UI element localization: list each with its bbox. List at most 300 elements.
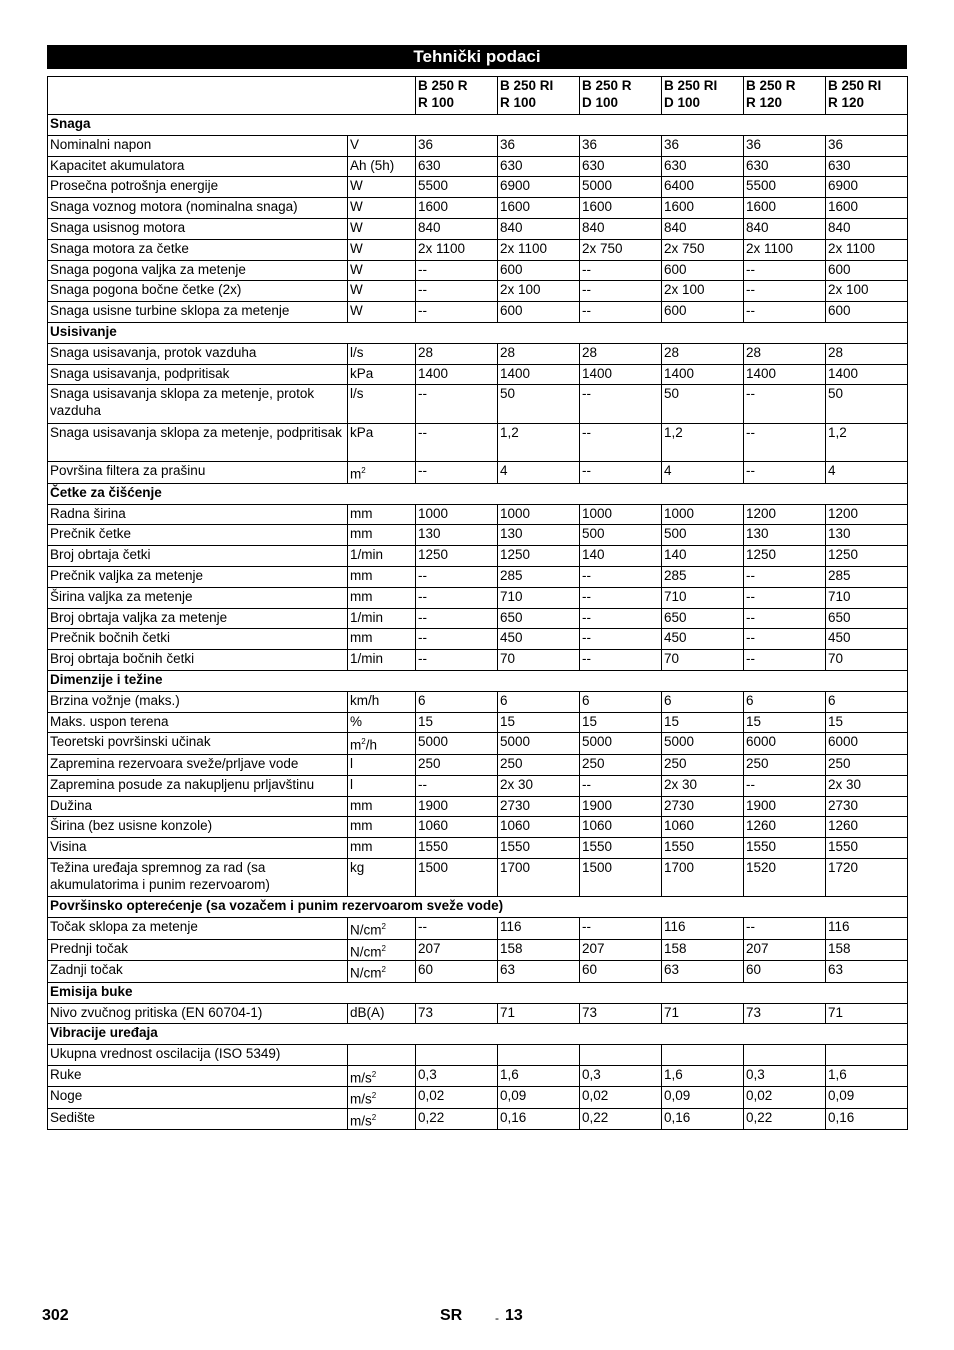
value-cell: 1,6 [662,1065,744,1087]
unit-exponent: 2 [381,922,386,932]
value-cell: 1550 [662,838,744,859]
table-row [48,156,908,177]
value-cell: 1550 [498,838,580,859]
page-number: 302 [42,1307,69,1324]
value-cell: 1260 [744,817,826,838]
value-cell: 1060 [662,817,744,838]
value-cell: 1400 [662,364,744,385]
model-name: B 250 RI [664,78,718,93]
value-cell: 63 [662,961,744,983]
table-row [48,918,908,940]
value-cell: -- [744,587,826,608]
unit: W [350,261,363,277]
section-heading: Četke za čišćenje [48,483,908,504]
value-cell: 73 [580,1003,662,1024]
value-cell: -- [580,629,662,650]
value-cell: 1260 [826,817,908,838]
value-cell: 73 [416,1003,498,1024]
value-cell: 28 [416,343,498,364]
value-cell: 4 [498,462,580,484]
value-cell [662,1045,744,1066]
value-cell: 1200 [744,504,826,525]
unit-cell [348,1003,416,1024]
parameter-label: Noge [48,1087,348,1109]
value-cell: 1,2 [662,423,744,462]
table-row [48,281,908,302]
value-cell: 2x 100 [662,281,744,302]
table-row [48,504,908,525]
model-name: B 250 RI [500,78,554,93]
unit: m [350,737,362,753]
value-cell: 2x 30 [498,775,580,796]
unit: km/h [350,692,380,708]
value-cell: 250 [580,754,662,775]
parameter-label: Snaga usisavanja sklopa za metenje, podpritisak [48,423,348,462]
parameter-label: Prednji točak [48,939,348,961]
value-cell: 1060 [498,817,580,838]
table-row [48,423,908,462]
value-cell: 600 [498,260,580,281]
value-cell: 650 [498,608,580,629]
table-row [48,650,908,671]
unit: W [350,178,363,194]
unit-cell [348,691,416,712]
table-row [48,939,908,961]
value-cell: -- [580,918,662,940]
value-cell: 63 [498,961,580,983]
parameter-label: Snaga usisavanja, protok vazduha [48,343,348,364]
parameter-label: Zapremina posude za nakupljenu prljavštinu [48,775,348,796]
parameter-label: Površina filtera za prašinu [48,462,348,484]
value-cell: 5000 [416,733,498,755]
section-heading: Usisivanje [48,322,908,343]
unit: m/s [350,1113,372,1129]
parameter-label: Kapacitet akumulatora [48,156,348,177]
unit-cell [348,135,416,156]
unit-cell [348,302,416,323]
value-cell: 6 [662,691,744,712]
value-cell: 1600 [580,198,662,219]
table-row [48,567,908,588]
unit-exponent: 2 [371,1069,377,1079]
unit: W [350,219,363,235]
value-cell: 4 [662,462,744,484]
unit-cell [348,567,416,588]
sub-page-number: 13 [505,1307,523,1324]
unit: m/s [350,1091,372,1107]
value-cell: 2730 [498,796,580,817]
value-cell: 116 [498,918,580,940]
value-cell: 60 [416,961,498,983]
value-cell: -- [744,629,826,650]
value-cell: -- [744,608,826,629]
unit: mm [350,818,373,834]
value-cell: 5500 [416,177,498,198]
table-row [48,198,908,219]
value-cell: -- [744,260,826,281]
value-cell: -- [416,260,498,281]
unit-cell [348,1108,416,1130]
value-cell: -- [416,650,498,671]
value-cell: 710 [662,587,744,608]
model-header-cell [662,77,744,115]
model-variant: D 100 [664,95,701,110]
unit-cell [348,1065,416,1087]
value-cell: 1900 [744,796,826,817]
unit-cell [348,1087,416,1109]
model-name: B 250 R [418,78,468,93]
value-cell: 250 [744,754,826,775]
parameter-label: Snaga usisnog motora [48,218,348,239]
unit: W [350,240,363,256]
value-cell: 0,3 [580,1065,662,1087]
table-row [48,462,908,484]
unit: l/s [350,386,364,402]
parameter-label: Broj obrtaja bočnih četki [48,650,348,671]
table-row [48,817,908,838]
value-cell: 1060 [580,817,662,838]
section-row [48,115,908,136]
value-cell: 28 [498,343,580,364]
unit-cell [348,918,416,940]
value-cell [744,1045,826,1066]
table-row [48,302,908,323]
unit-cell [348,281,416,302]
value-cell: 4 [826,462,908,484]
value-cell: -- [416,302,498,323]
table-row [48,546,908,567]
value-cell: 5000 [498,733,580,755]
value-cell: 1200 [826,504,908,525]
value-cell: 130 [498,525,580,546]
unit: l [350,776,353,792]
unit-exponent: 2 [361,466,366,476]
model-variant: D 100 [582,95,619,110]
parameter-label: Širina valjka za metenje [48,587,348,608]
value-cell: 1060 [416,817,498,838]
value-cell: 1600 [826,198,908,219]
value-cell: 840 [744,218,826,239]
value-cell: -- [580,650,662,671]
value-cell: 1000 [580,504,662,525]
table-row [48,712,908,733]
value-cell: 2x 30 [662,775,744,796]
value-cell: -- [580,775,662,796]
parameter-label: Točak sklopa za metenje [48,918,348,940]
unit-exponent: 2 [371,1112,377,1122]
unit-suffix: /h [365,737,377,753]
value-cell: 36 [416,135,498,156]
table-row [48,218,908,239]
value-cell: 600 [498,302,580,323]
unit: m/s [350,1070,372,1086]
value-cell: 50 [498,385,580,424]
unit-cell [348,423,416,462]
unit-cell [348,385,416,424]
value-cell: 450 [826,629,908,650]
value-cell: 630 [498,156,580,177]
section-row [48,671,908,692]
value-cell: 6000 [826,733,908,755]
value-cell: -- [580,608,662,629]
parameter-label: Maks. uspon terena [48,712,348,733]
parameter-label: Nominalni napon [48,135,348,156]
value-cell: 1250 [416,546,498,567]
header-blank-cell [48,77,416,115]
value-cell: 116 [662,918,744,940]
value-cell: 1600 [662,198,744,219]
parameter-label: Snaga pogona valjka za metenje [48,260,348,281]
parameter-label: Snaga voznog motora (nominalna snaga) [48,198,348,219]
value-cell: 1550 [826,838,908,859]
value-cell: 60 [744,961,826,983]
unit: N/cm [350,965,382,981]
parameter-label: Snaga pogona bočne četke (2x) [48,281,348,302]
model-name: B 250 R [582,78,632,93]
unit-exponent: 2 [361,737,366,747]
value-cell: 1000 [416,504,498,525]
value-cell: 0,22 [744,1108,826,1130]
value-cell: 250 [498,754,580,775]
value-cell: 0,16 [826,1108,908,1130]
table-row [48,587,908,608]
value-cell: 15 [744,712,826,733]
value-cell: 6 [826,691,908,712]
table-row [48,1087,908,1109]
unit: V [350,136,360,152]
value-cell: 1720 [826,858,908,897]
value-cell: 250 [416,754,498,775]
value-cell: 2x 100 [498,281,580,302]
value-cell: 15 [416,712,498,733]
parameter-label: Prosečna potrošnja energije [48,177,348,198]
value-cell: 15 [826,712,908,733]
value-cell: 6 [498,691,580,712]
value-cell: 0,02 [580,1087,662,1109]
value-cell: 140 [580,546,662,567]
unit-cell [348,504,416,525]
value-cell: 630 [744,156,826,177]
value-cell: 630 [416,156,498,177]
value-cell: 71 [826,1003,908,1024]
value-cell: 0,3 [744,1065,826,1087]
value-cell: 50 [826,385,908,424]
unit: l/s [350,344,364,360]
value-cell: 158 [498,939,580,961]
value-cell: 250 [826,754,908,775]
table-body [48,77,908,1130]
value-cell: 1550 [580,838,662,859]
value-cell: 1550 [416,838,498,859]
parameter-label: Snaga usisne turbine sklopa za metenje [48,302,348,323]
value-cell: 71 [662,1003,744,1024]
unit: N/cm [350,922,382,938]
unit: mm [350,797,373,813]
unit-cell [348,775,416,796]
model-variant: R 120 [828,95,865,110]
model-header-cell [744,77,826,115]
value-cell: -- [580,281,662,302]
value-cell: 5000 [580,733,662,755]
unit: mm [350,839,373,855]
parameter-label: Širina (bez usisne konzole) [48,817,348,838]
value-cell [580,1045,662,1066]
value-cell: 1600 [498,198,580,219]
unit: mm [350,526,373,542]
value-cell: 1400 [826,364,908,385]
value-cell: 1500 [580,858,662,897]
value-cell: 1400 [498,364,580,385]
table-row [48,260,908,281]
parameter-label: Radna širina [48,504,348,525]
value-cell: 600 [662,302,744,323]
value-cell: 28 [662,343,744,364]
value-cell: 1,6 [826,1065,908,1087]
value-cell: 600 [662,260,744,281]
value-cell: -- [580,587,662,608]
unit: l [350,755,353,771]
value-cell: 1600 [744,198,826,219]
table-row [48,796,908,817]
value-cell: 2x 100 [826,281,908,302]
unit-cell [348,260,416,281]
table-row [48,343,908,364]
value-cell: 285 [662,567,744,588]
unit-cell [348,817,416,838]
unit-cell [348,961,416,983]
model-variant: R 100 [418,95,455,110]
value-cell: 2730 [826,796,908,817]
unit-cell [348,939,416,961]
value-cell: 2x 1100 [416,239,498,260]
parameter-label: Snaga usisavanja sklopa za metenje, protok vazduha [48,385,348,424]
value-cell: 2x 750 [580,239,662,260]
value-cell: 1600 [416,198,498,219]
unit-cell [348,156,416,177]
value-cell: 1900 [416,796,498,817]
value-cell: 0,22 [416,1108,498,1130]
value-cell: -- [744,385,826,424]
value-cell: -- [580,260,662,281]
value-cell: 650 [826,608,908,629]
value-cell: 450 [662,629,744,650]
table-row [48,1003,908,1024]
value-cell: 5000 [662,733,744,755]
value-cell: 140 [662,546,744,567]
value-cell: 36 [662,135,744,156]
unit: 1/min [350,547,384,563]
value-cell: 36 [580,135,662,156]
parameter-label: Dužina [48,796,348,817]
value-cell: 1,6 [498,1065,580,1087]
value-cell: 2x 30 [826,775,908,796]
unit: kPa [350,424,374,440]
value-cell: -- [416,587,498,608]
unit: W [350,303,363,319]
table-row [48,177,908,198]
unit-cell [348,198,416,219]
value-cell: 0,3 [416,1065,498,1087]
unit-cell [348,364,416,385]
value-cell: -- [416,462,498,484]
unit: mm [350,568,373,584]
value-cell: 130 [826,525,908,546]
unit-cell [348,462,416,484]
value-cell: 207 [416,939,498,961]
parameter-label: Zapremina rezervoara sveže/prljave vode [48,754,348,775]
value-cell: 2x 1100 [826,239,908,260]
section-heading: Vibracije uređaja [48,1024,908,1045]
unit: kg [350,859,365,875]
value-cell: -- [744,918,826,940]
table-row [48,629,908,650]
parameter-label: Snaga usisavanja, podpritisak [48,364,348,385]
section-row [48,322,908,343]
value-cell: -- [744,462,826,484]
model-header-cell [580,77,662,115]
unit-cell [348,343,416,364]
value-cell: 130 [744,525,826,546]
model-header-cell [826,77,908,115]
table-row [48,239,908,260]
unit-cell [348,587,416,608]
value-cell: 1700 [662,858,744,897]
parameter-label: Težina uređaja spremnog za rad (sa akumulatorima i punim rezervoarom) [48,858,348,897]
unit-cell [348,629,416,650]
value-cell: 50 [662,385,744,424]
value-cell: -- [416,918,498,940]
section-row [48,982,908,1003]
table-row [48,135,908,156]
model-name: B 250 R [746,78,796,93]
unit-cell [348,177,416,198]
value-cell: -- [416,629,498,650]
value-cell: 158 [826,939,908,961]
unit-cell [348,1045,416,1066]
value-cell: 2x 750 [662,239,744,260]
parameter-label: Ruke [48,1065,348,1087]
section-row [48,897,908,918]
value-cell: -- [744,281,826,302]
model-header-cell [416,77,498,115]
value-cell: 63 [826,961,908,983]
value-cell: 158 [662,939,744,961]
model-header-cell [498,77,580,115]
value-cell: 0,22 [580,1108,662,1130]
unit: 1/min [350,609,384,625]
value-cell: 6900 [826,177,908,198]
value-cell: 0,09 [826,1087,908,1109]
value-cell [498,1045,580,1066]
parameter-label: Broj obrtaja valjka za metenje [48,608,348,629]
value-cell: 207 [744,939,826,961]
value-cell: -- [416,281,498,302]
technical-data-table [47,76,908,1130]
value-cell: 5500 [744,177,826,198]
parameter-label: Sedište [48,1108,348,1130]
model-name: B 250 RI [828,78,882,93]
table-row [48,838,908,859]
parameter-label: Zadnji točak [48,961,348,983]
value-cell: 0,16 [498,1108,580,1130]
value-cell: 1000 [498,504,580,525]
value-cell: 1400 [744,364,826,385]
page-separator: - [495,1311,499,1325]
section-row [48,483,908,504]
unit-exponent: 2 [371,1091,377,1101]
value-cell: -- [580,385,662,424]
value-cell: -- [744,775,826,796]
